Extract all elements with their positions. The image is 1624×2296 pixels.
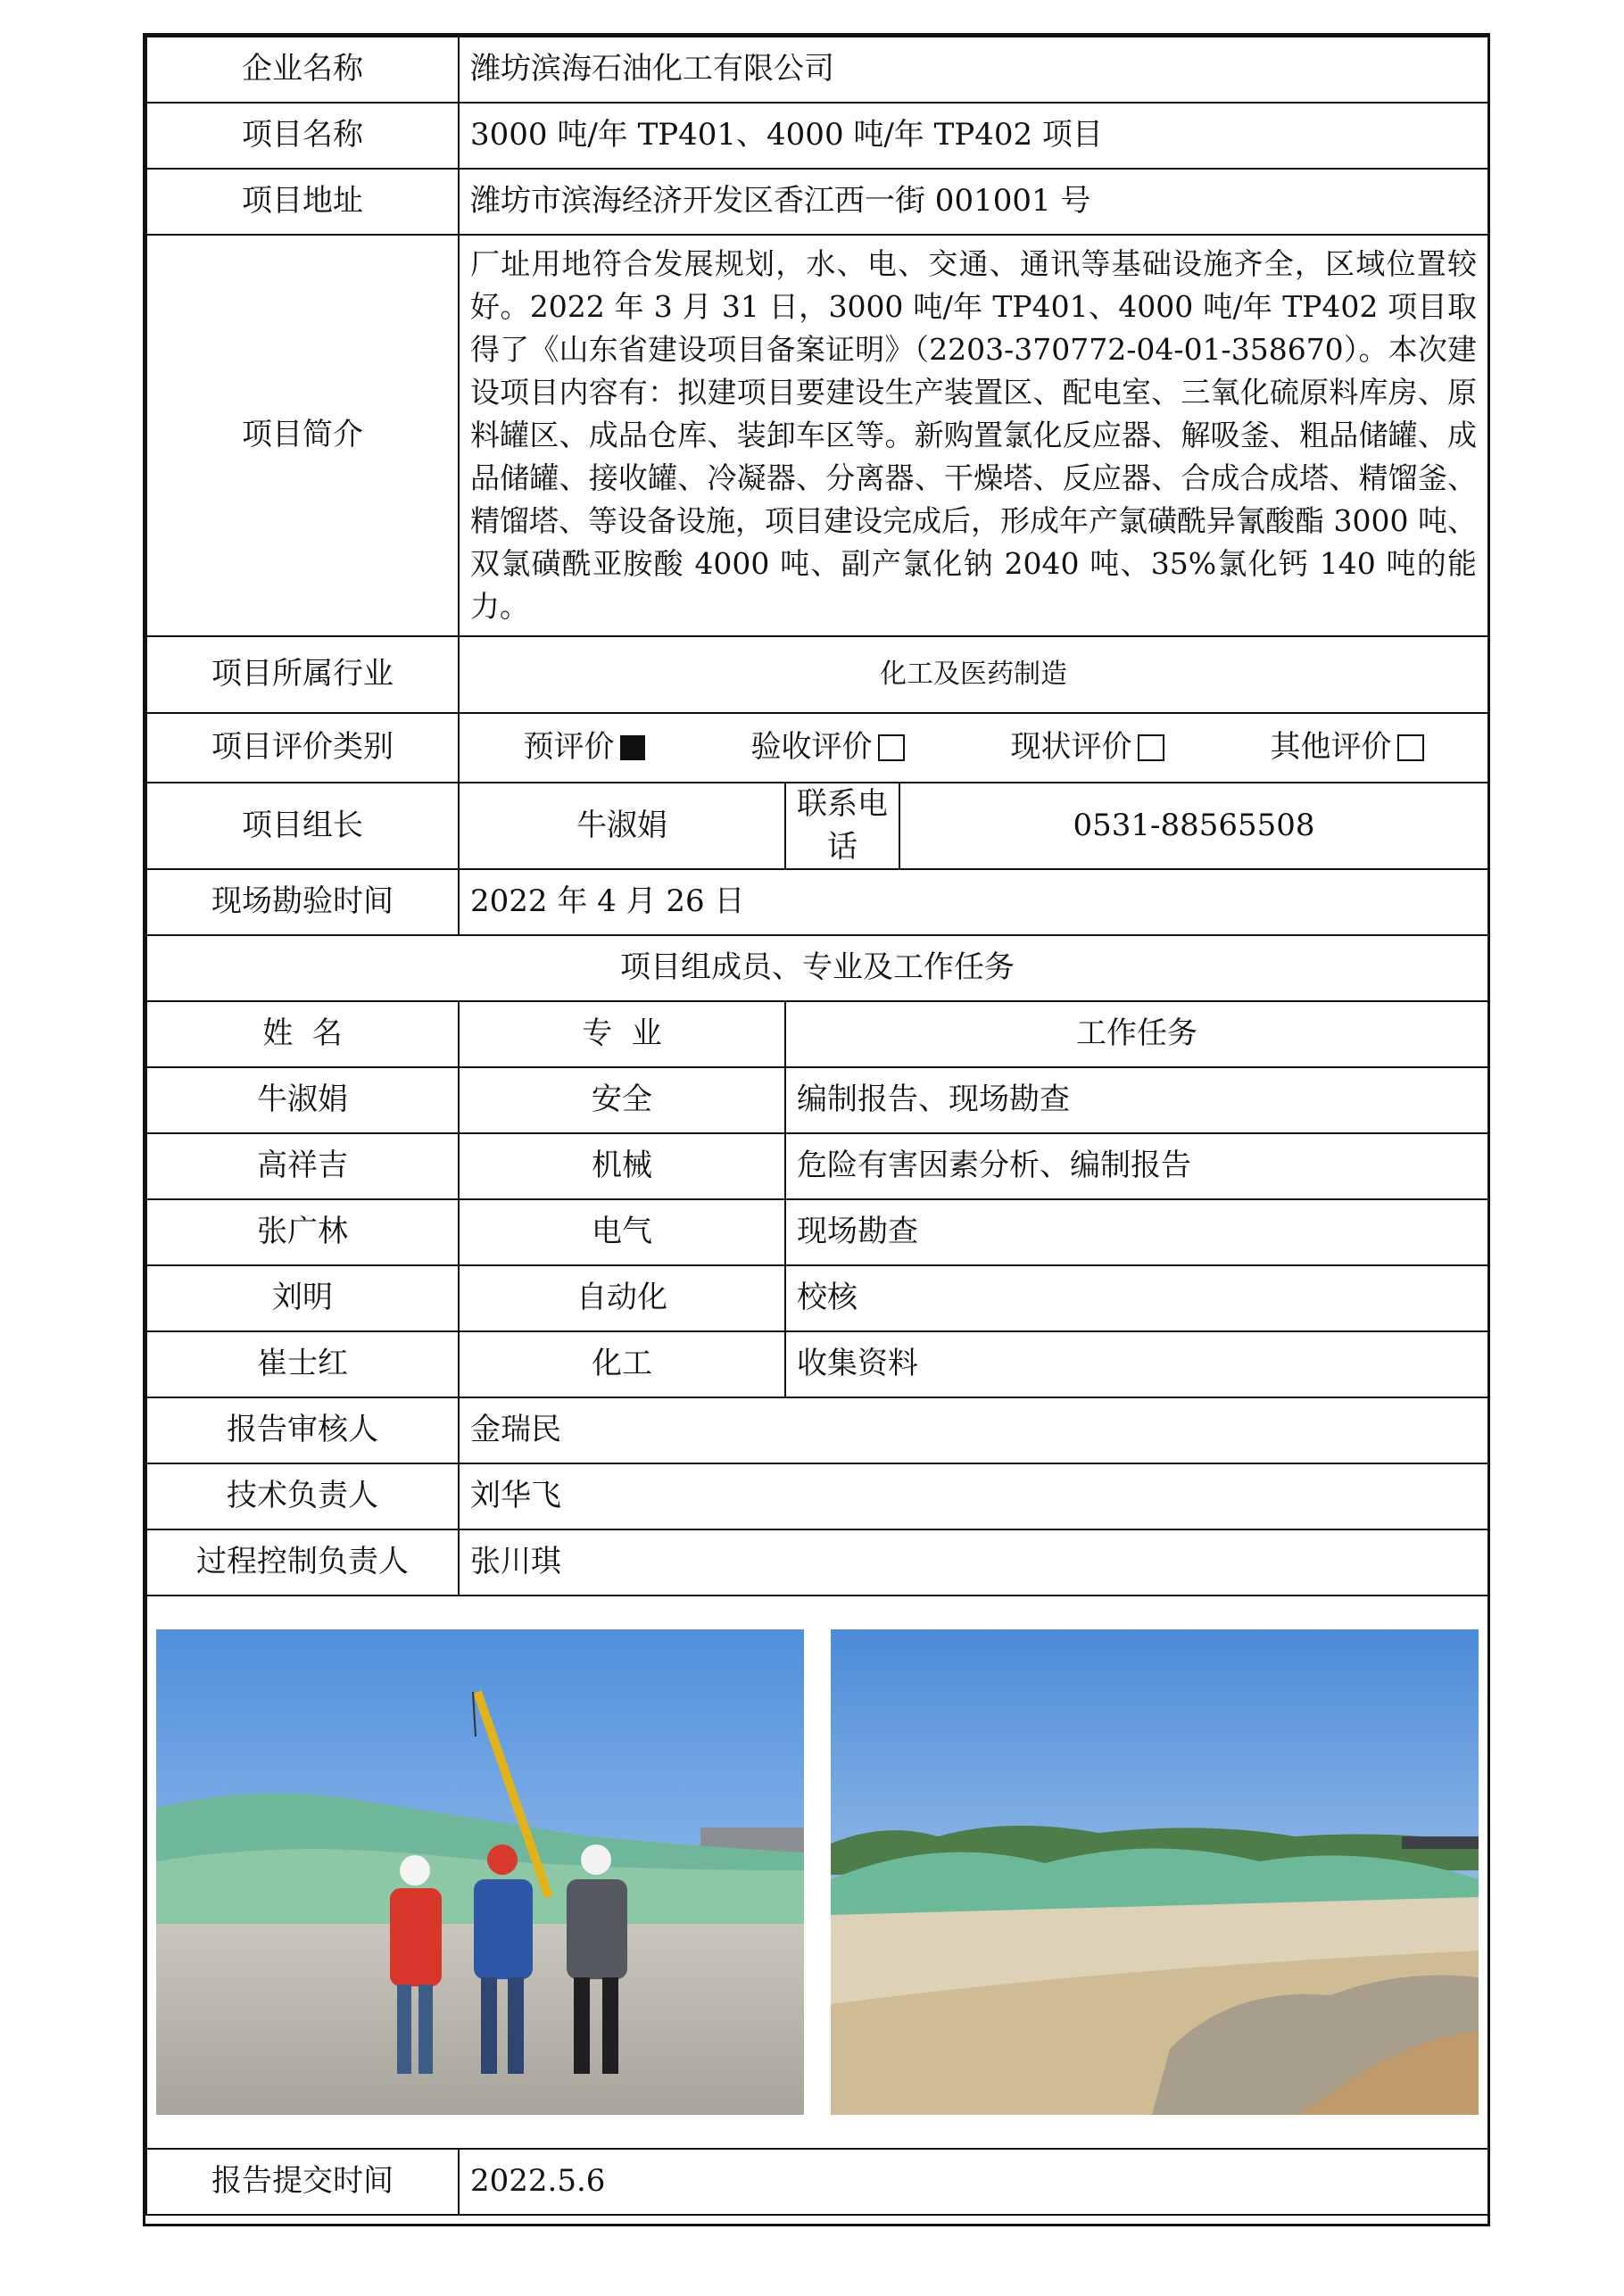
member-task: 现场勘查 (785, 1199, 1488, 1265)
eval-option-label: 其他评价 (1270, 729, 1392, 766)
members-header-name: 姓 名 (146, 1001, 459, 1067)
leader-value: 牛淑娟 (459, 783, 785, 869)
row-tech-lead (146, 1463, 1488, 1529)
row-project-name (146, 103, 1488, 169)
project-intro-label: 项目简介 (146, 235, 459, 636)
eval-option-pre[interactable] (524, 726, 645, 769)
row-project-intro (146, 235, 1488, 636)
survey-time-label: 现场勘验时间 (146, 869, 459, 935)
row-submit-time (146, 2149, 1488, 2215)
member-major: 机械 (459, 1133, 785, 1199)
member-name: 高祥吉 (146, 1133, 459, 1199)
tech-lead-label: 技术负责人 (146, 1463, 459, 1529)
process-lead-label: 过程控制负责人 (146, 1529, 459, 1596)
members-header-major: 专 业 (459, 1001, 785, 1067)
row-reviewer (146, 1397, 1488, 1463)
site-photo-ground-image (831, 1629, 1479, 2115)
reviewer-value: 金瑞民 (459, 1397, 1488, 1463)
row-process-lead (146, 1529, 1488, 1596)
row-project-address (146, 169, 1488, 235)
member-task: 校核 (785, 1265, 1488, 1331)
industry-value: 化工及医药制造 (459, 636, 1488, 713)
unchecked-box-icon[interactable] (1397, 734, 1424, 761)
submit-time-label: 报告提交时间 (146, 2149, 459, 2215)
member-name: 牛淑娟 (146, 1067, 459, 1133)
project-intro-value: 厂址用地符合发展规划，水、电、交通、通讯等基础设施齐全，区域位置较好。2022 年 3 月 31 日，3000 吨/年 TP401、4000 吨/年 TP402 项目取得了《山东省建设项目备案证明》（2203-370772-04-01-358670）。本次建设项目内容有：拟建项目要建设生产装置区、配电室、三氧化硫原料库房、原料罐区、成品仓库、装卸车区等。新购置氯化反应器、解吸釜、粗品储罐、成品储罐、接收罐、冷凝器、分离器、干燥塔、反应器、合成合成塔、精馏釜、精馏塔、等设备设施，项目建设完成后，形成年产氯磺酰异氰酸酯 3000 吨、双氯磺酰亚胺酸 4000 吨、副产氯化钠 2040 吨、35%氯化钙 140 吨的能力。 (459, 235, 1488, 636)
eval-option-status[interactable] (1011, 726, 1164, 769)
table-row (146, 1199, 1488, 1265)
table-row (146, 1067, 1488, 1133)
eval-option-label: 预评价 (523, 729, 615, 766)
row-industry (146, 636, 1488, 713)
eval-option-label: 现状评价 (1010, 729, 1132, 766)
evaluation-label: 项目评价类别 (146, 713, 459, 783)
member-name: 张广林 (146, 1199, 459, 1265)
row-survey-time (146, 869, 1488, 935)
project-address-value: 潍坊市滨海经济开发区香江西一街 001001 号 (459, 169, 1488, 235)
eval-option-label: 验收评价 (750, 729, 873, 766)
row-photos (146, 1596, 1488, 2149)
project-name-value: 3000 吨/年 TP401、4000 吨/年 TP402 项目 (459, 103, 1488, 169)
member-major: 电气 (459, 1199, 785, 1265)
member-name: 刘明 (146, 1265, 459, 1331)
project-address-label: 项目地址 (146, 169, 459, 235)
site-photo-team-image (156, 1629, 804, 2115)
unchecked-box-icon[interactable] (1138, 734, 1164, 761)
phone-value: 0531-88565508 (899, 783, 1488, 869)
members-header-row (146, 1001, 1488, 1067)
evaluation-options (459, 713, 1488, 783)
eval-option-other[interactable] (1271, 726, 1424, 769)
company-value: 潍坊滨海石油化工有限公司 (459, 37, 1488, 103)
company-label: 企业名称 (146, 37, 459, 103)
member-task: 编制报告、现场勘查 (785, 1067, 1488, 1133)
member-major: 安全 (459, 1067, 785, 1133)
industry-label: 项目所属行业 (146, 636, 459, 713)
eval-option-acceptance[interactable] (751, 726, 905, 769)
member-name: 崔士红 (146, 1331, 459, 1397)
project-name-label: 项目名称 (146, 103, 459, 169)
members-header-task: 工作任务 (785, 1001, 1488, 1067)
survey-time-value: 2022 年 4 月 26 日 (459, 869, 1488, 935)
site-photo-team (156, 1629, 804, 2115)
checked-box-icon[interactable] (620, 735, 645, 760)
row-evaluation (146, 713, 1488, 783)
row-company (146, 37, 1488, 103)
member-task: 收集资料 (785, 1331, 1488, 1397)
form-sheet (143, 33, 1490, 2226)
member-task: 危险有害因素分析、编制报告 (785, 1133, 1488, 1199)
row-leader (146, 783, 1488, 869)
table-row (146, 1331, 1488, 1397)
tech-lead-value: 刘华飞 (459, 1463, 1488, 1529)
site-photo-ground (831, 1629, 1479, 2115)
member-major: 化工 (459, 1331, 785, 1397)
process-lead-value: 张川琪 (459, 1529, 1488, 1596)
submit-time-value: 2022.5.6 (459, 2149, 1488, 2215)
table-row (146, 1265, 1488, 1331)
info-table (145, 36, 1489, 2216)
phone-label: 联系电话 (785, 783, 899, 869)
members-title: 项目组成员、专业及工作任务 (146, 935, 1488, 1001)
photos-cell (146, 1596, 1488, 2149)
reviewer-label: 报告审核人 (146, 1397, 459, 1463)
row-members-title (146, 935, 1488, 1001)
unchecked-box-icon[interactable] (878, 734, 905, 761)
member-major: 自动化 (459, 1265, 785, 1331)
leader-label: 项目组长 (146, 783, 459, 869)
table-row (146, 1133, 1488, 1199)
